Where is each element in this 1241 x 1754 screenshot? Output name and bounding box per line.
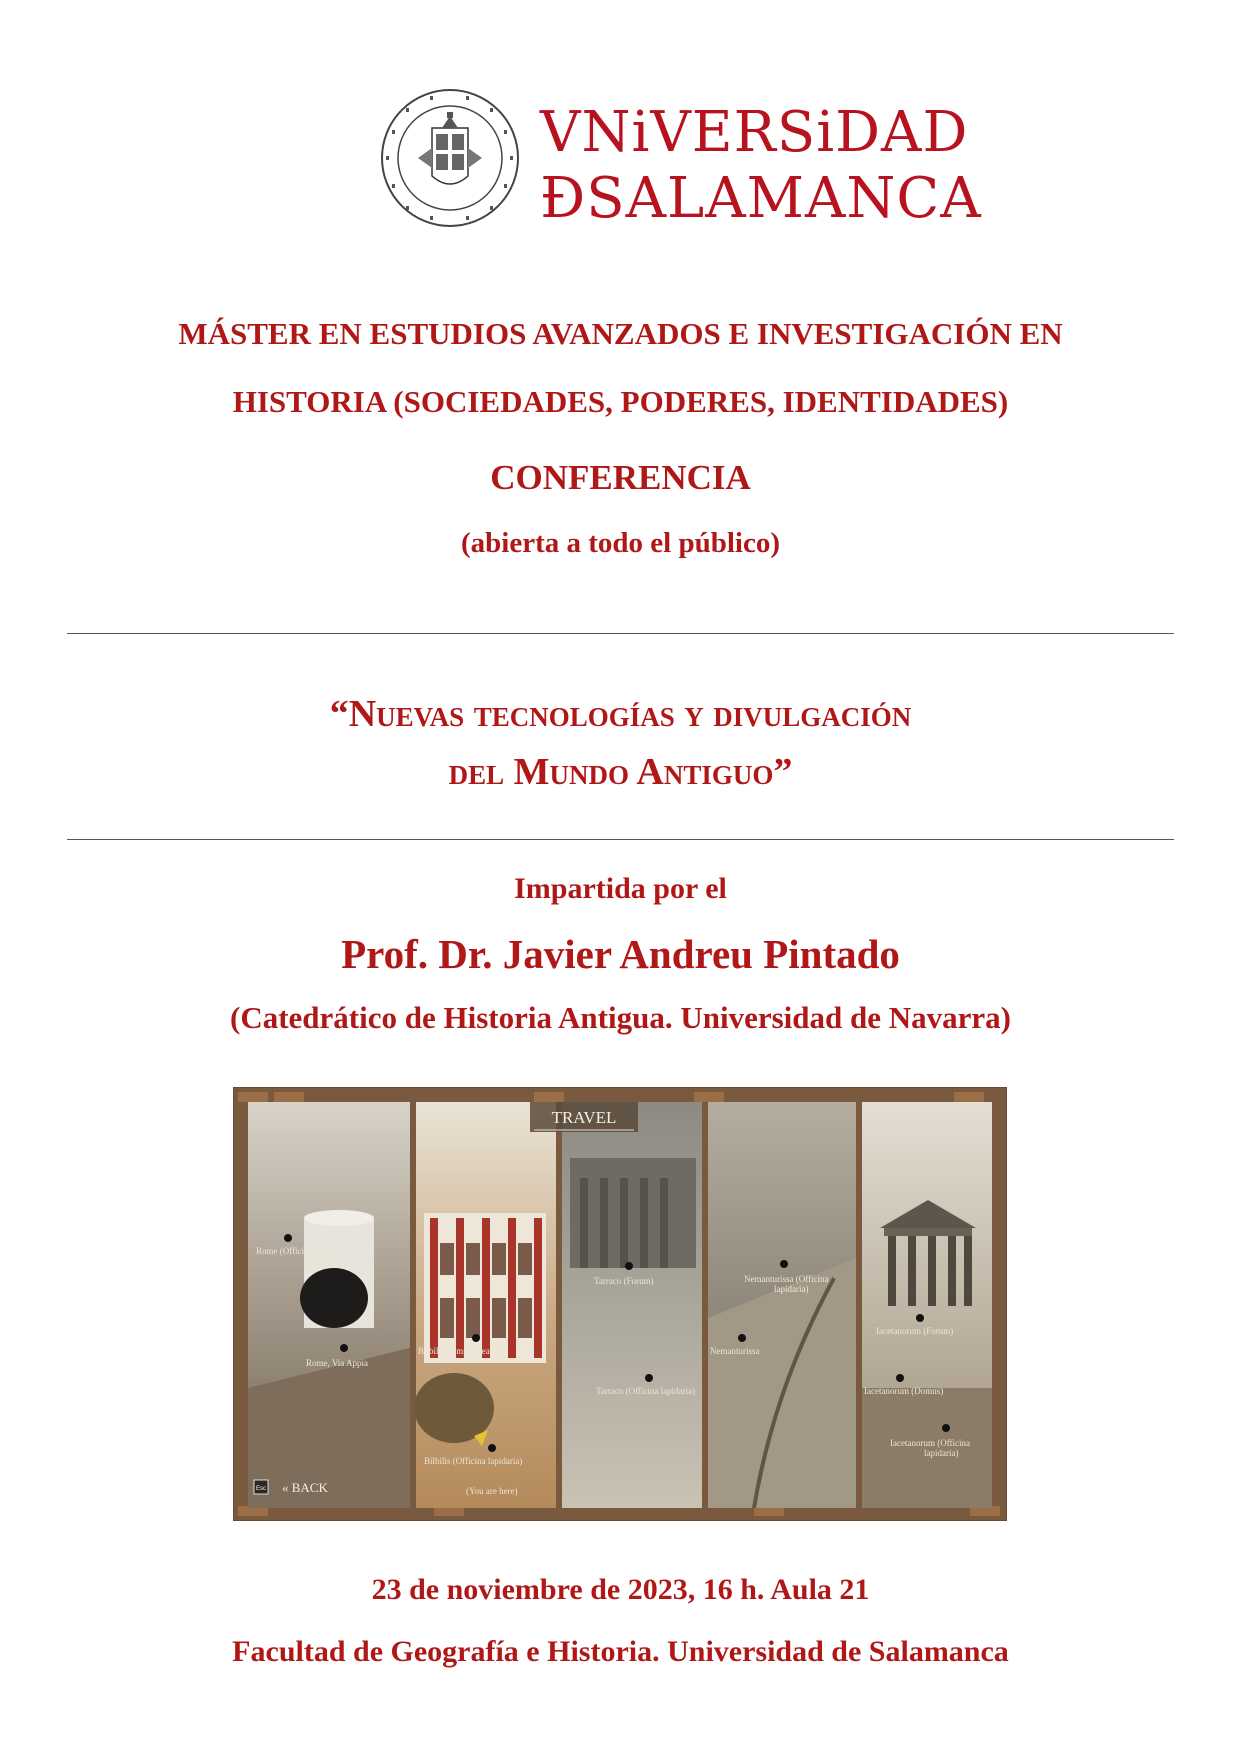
label-nem-off-1[interactable]: Nemanturissa (Officina xyxy=(744,1274,829,1284)
label-bilbilis-amph[interactable]: Bilbilis (Amphitheatre) xyxy=(418,1346,503,1356)
marker-nem-off xyxy=(780,1260,788,1268)
university-seal-logo xyxy=(378,88,522,228)
label-bilbilis-off[interactable]: Bilbilis (Officina lapidaria) xyxy=(424,1456,523,1466)
travel-header: TRAVEL xyxy=(551,1108,617,1127)
label-rome-officina[interactable]: Rome (Officina lapidaria) xyxy=(256,1246,350,1256)
program-title xyxy=(0,300,1241,436)
esc-key-label: Esc xyxy=(255,1486,267,1492)
marker-bilbilis-off xyxy=(488,1444,496,1452)
marker-iac-forum xyxy=(916,1314,924,1322)
event-venue: Facultad de Geografía e Historia. Universidad de Salamanca xyxy=(232,1635,1009,1668)
divider-top xyxy=(67,633,1174,634)
university-wordmark xyxy=(540,100,982,232)
label-tarraco-forum[interactable]: Tarraco (Forum) xyxy=(594,1276,654,1286)
marker-tarraco-forum xyxy=(625,1262,633,1270)
label-iac-off-2[interactable]: lapidaria) xyxy=(924,1448,959,1458)
program-title-line2: HISTORIA (SOCIEDADES, PODERES, IDENTIDADES) xyxy=(232,384,1009,419)
marker-iac-domus xyxy=(896,1374,904,1382)
lecture-title xyxy=(0,685,1241,801)
label-rome-via[interactable]: Rome, Via Appia xyxy=(306,1358,369,1368)
marker-bilbilis-amph xyxy=(472,1334,480,1342)
marker-rome-via xyxy=(340,1344,348,1352)
lecture-title-line2: del Mundo Antiguo” xyxy=(448,751,793,793)
label-you-are-here: (You are here) xyxy=(466,1486,518,1496)
event-access-note: (abierta a todo el público) xyxy=(461,527,780,559)
label-nem[interactable]: Nemanturissa xyxy=(710,1346,760,1356)
program-title-line1: MÁSTER EN ESTUDIOS AVANZADOS E INVESTIGACIÓN EN xyxy=(178,316,1063,351)
speaker-intro: Impartida por el xyxy=(514,872,727,905)
marker-tarraco-off xyxy=(645,1374,653,1382)
label-nem-off-2[interactable]: lapidaria) xyxy=(774,1284,809,1294)
game-travel-screenshot xyxy=(233,1087,1007,1521)
divider-bottom xyxy=(67,839,1174,840)
event-type: CONFERENCIA xyxy=(490,458,751,497)
speaker-affiliation: (Catedrático de Historia Antigua. Universidad de Navarra) xyxy=(230,1000,1011,1035)
marker-iac-off xyxy=(942,1424,950,1432)
back-button[interactable]: « BACK xyxy=(282,1480,328,1495)
event-date: 23 de noviembre de 2023, 16 h. Aula 21 xyxy=(371,1573,870,1606)
label-iac-off-1[interactable]: Iacetanorum (Officina xyxy=(890,1438,971,1448)
lecture-title-line1: “Nuevas tecnologías y divulgación xyxy=(329,693,912,735)
label-tarraco-off[interactable]: Tarraco (Officina lapidaria) xyxy=(596,1386,696,1396)
label-iac-forum[interactable]: Iacetanorum (Forum) xyxy=(876,1326,954,1336)
speaker-name: Prof. Dr. Javier Andreu Pintado xyxy=(341,931,900,977)
marker-rome-officina xyxy=(284,1234,292,1242)
university-name-line2: ÐSALAMANCA xyxy=(540,166,982,231)
university-name-line1: VNiVERSiDAD xyxy=(540,100,969,165)
marker-nem xyxy=(738,1334,746,1342)
label-iac-domus[interactable]: Iacetanorum (Domus) xyxy=(864,1386,944,1396)
